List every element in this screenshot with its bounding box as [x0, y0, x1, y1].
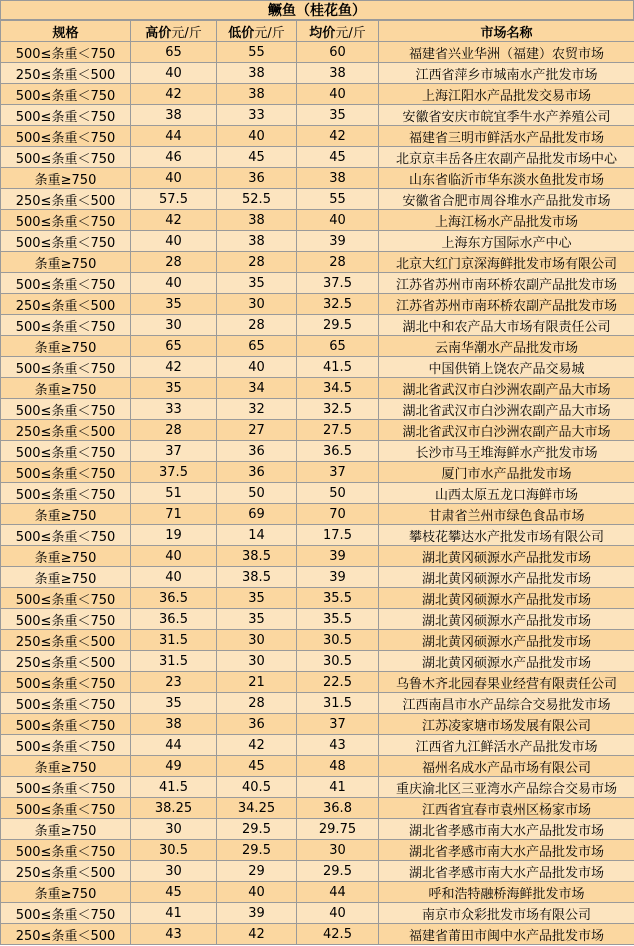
high-price-cell: 31.5 [131, 630, 217, 651]
avg-price-cell: 32.5 [297, 399, 379, 420]
spec-cell: 250≤条重＜500 [1, 294, 131, 315]
high-price-cell: 40 [131, 546, 217, 567]
high-price-cell: 49 [131, 756, 217, 777]
low-price-cell: 30 [217, 651, 297, 672]
high-price-cell: 37.5 [131, 462, 217, 483]
low-price-cell: 38 [217, 231, 297, 252]
high-price-cell: 44 [131, 126, 217, 147]
market-name-cell: 江苏省苏州市南环桥农副产品批发市场 [379, 273, 634, 294]
avg-price-cell: 35.5 [297, 588, 379, 609]
high-price-cell: 40 [131, 273, 217, 294]
avg-price-cell: 40 [297, 210, 379, 231]
table-row [1, 525, 634, 546]
avg-price-cell: 43 [297, 735, 379, 756]
spec-cell: 500≤条重＜750 [1, 315, 131, 336]
market-name-cell: 云南华潮水产品批发市场 [379, 336, 634, 357]
low-price-cell: 40 [217, 357, 297, 378]
low-price-cell: 32 [217, 399, 297, 420]
low-price-cell: 52.5 [217, 189, 297, 210]
header-avg-price [297, 21, 379, 42]
header-high-label: 高价 [145, 25, 172, 41]
market-name-cell: 中国供销上饶农产品交易城 [379, 357, 634, 378]
high-price-cell: 57.5 [131, 189, 217, 210]
avg-price-cell: 27.5 [297, 420, 379, 441]
table-row [1, 84, 634, 105]
table-row [1, 903, 634, 924]
avg-price-cell: 30.5 [297, 630, 379, 651]
avg-price-cell: 32.5 [297, 294, 379, 315]
table-row [1, 462, 634, 483]
avg-price-cell: 70 [297, 504, 379, 525]
low-price-cell: 38 [217, 84, 297, 105]
table-row [1, 693, 634, 714]
spec-cell: 500≤条重＜750 [1, 231, 131, 252]
low-price-cell: 38 [217, 210, 297, 231]
low-price-cell: 35 [217, 273, 297, 294]
header-high-price [131, 21, 217, 42]
low-price-cell: 39 [217, 903, 297, 924]
low-price-cell: 42 [217, 924, 297, 945]
table-body [1, 42, 634, 945]
table-row [1, 861, 634, 882]
avg-price-cell: 37.5 [297, 273, 379, 294]
table-row [1, 168, 634, 189]
spec-cell: 500≤条重＜750 [1, 147, 131, 168]
header-spec-label: 规格 [52, 25, 79, 41]
spec-cell: 500≤条重＜750 [1, 798, 131, 819]
high-price-cell: 36.5 [131, 609, 217, 630]
table-row [1, 483, 634, 504]
low-price-cell: 34.25 [217, 798, 297, 819]
market-name-cell: 湖北黄冈硕源水产品批发市场 [379, 567, 634, 588]
avg-price-cell: 28 [297, 252, 379, 273]
table-row [1, 42, 634, 63]
avg-price-cell: 29.75 [297, 819, 379, 840]
avg-price-cell: 36.5 [297, 441, 379, 462]
market-name-cell: 山东省临沂市华东淡水鱼批发市场 [379, 168, 634, 189]
low-price-cell: 28 [217, 252, 297, 273]
market-name-cell: 湖北省武汉市白沙洲农副产品大市场 [379, 399, 634, 420]
spec-cell: 500≤条重＜750 [1, 357, 131, 378]
high-price-cell: 30.5 [131, 840, 217, 861]
table-row [1, 63, 634, 84]
low-price-cell: 14 [217, 525, 297, 546]
market-name-cell: 山西太原五龙口海鲜市场 [379, 483, 634, 504]
header-low-label: 低价 [228, 25, 255, 41]
spec-cell: 500≤条重＜750 [1, 672, 131, 693]
spec-cell: 250≤条重＜500 [1, 63, 131, 84]
high-price-cell: 37 [131, 441, 217, 462]
market-name-cell: 湖北省武汉市白沙洲农副产品大市场 [379, 378, 634, 399]
high-price-cell: 38 [131, 105, 217, 126]
low-price-cell: 35 [217, 588, 297, 609]
market-name-cell: 江苏省苏州市南环桥农副产品批发市场 [379, 294, 634, 315]
avg-price-cell: 22.5 [297, 672, 379, 693]
spec-cell: 条重≥750 [1, 504, 131, 525]
header-market-name [379, 21, 634, 42]
table-row [1, 651, 634, 672]
spec-cell: 250≤条重＜500 [1, 924, 131, 945]
market-name-cell: 重庆渝北区三亚湾水产品综合交易市场 [379, 777, 634, 798]
low-price-cell: 33 [217, 105, 297, 126]
low-price-cell: 29 [217, 861, 297, 882]
high-price-cell: 40 [131, 63, 217, 84]
avg-price-cell: 39 [297, 546, 379, 567]
low-price-cell: 45 [217, 756, 297, 777]
table-row [1, 105, 634, 126]
avg-price-cell: 36.8 [297, 798, 379, 819]
high-price-cell: 28 [131, 420, 217, 441]
spec-cell: 500≤条重＜750 [1, 525, 131, 546]
spec-cell: 250≤条重＜500 [1, 189, 131, 210]
table-row [1, 357, 634, 378]
market-name-cell: 湖北中和农产品大市场有限责任公司 [379, 315, 634, 336]
high-price-cell: 35 [131, 294, 217, 315]
avg-price-cell: 35.5 [297, 609, 379, 630]
market-name-cell: 湖北黄冈硕源水产品批发市场 [379, 651, 634, 672]
market-name-cell: 江苏凌家塘市场发展有限公司 [379, 714, 634, 735]
avg-price-cell: 37 [297, 462, 379, 483]
market-name-cell: 上海东方国际水产中心 [379, 231, 634, 252]
table-row [1, 399, 634, 420]
table-row [1, 735, 634, 756]
market-name-cell: 南京市众彩批发市场有限公司 [379, 903, 634, 924]
market-name-cell: 北京京丰岳各庄农副产品批发市场中心 [379, 147, 634, 168]
spec-cell: 条重≥750 [1, 819, 131, 840]
high-price-cell: 44 [131, 735, 217, 756]
table-row [1, 378, 634, 399]
spec-cell: 500≤条重＜750 [1, 609, 131, 630]
table-row [1, 504, 634, 525]
sheet-title: 鳜鱼（桂花鱼） [0, 0, 634, 20]
table-row [1, 210, 634, 231]
high-price-cell: 43 [131, 924, 217, 945]
spec-cell: 500≤条重＜750 [1, 840, 131, 861]
high-price-cell: 38 [131, 714, 217, 735]
table-row [1, 882, 634, 903]
spec-cell: 500≤条重＜750 [1, 105, 131, 126]
header-market-label: 市场名称 [480, 25, 533, 41]
low-price-cell: 65 [217, 336, 297, 357]
market-name-cell: 乌鲁木齐北园春果业经营有限责任公司 [379, 672, 634, 693]
market-name-cell: 安徽省合肥市周谷堆水产品批发市场 [379, 189, 634, 210]
spec-cell: 条重≥750 [1, 882, 131, 903]
avg-price-cell: 44 [297, 882, 379, 903]
spec-cell: 500≤条重＜750 [1, 42, 131, 63]
avg-price-cell: 30 [297, 840, 379, 861]
avg-price-cell: 40 [297, 84, 379, 105]
high-price-cell: 30 [131, 861, 217, 882]
table-row [1, 714, 634, 735]
high-price-cell: 40 [131, 567, 217, 588]
table-row [1, 819, 634, 840]
avg-price-cell: 50 [297, 483, 379, 504]
market-name-cell: 长沙市马王堆海鲜水产批发市场 [379, 441, 634, 462]
market-name-cell: 湖北黄冈硕源水产品批发市场 [379, 630, 634, 651]
avg-price-cell: 38 [297, 63, 379, 84]
spec-cell: 250≤条重＜500 [1, 420, 131, 441]
spec-cell: 条重≥750 [1, 378, 131, 399]
high-price-cell: 40 [131, 168, 217, 189]
avg-price-cell: 29.5 [297, 315, 379, 336]
market-name-cell: 上海江杨水产品批发市场 [379, 210, 634, 231]
market-name-cell: 江西南昌市水产品综合交易批发市场 [379, 693, 634, 714]
market-name-cell: 呼和浩特融桥海鲜批发市场 [379, 882, 634, 903]
high-price-cell: 35 [131, 378, 217, 399]
market-name-cell: 福建省三明市鲜活水产品批发市场 [379, 126, 634, 147]
spec-cell: 500≤条重＜750 [1, 84, 131, 105]
market-name-cell: 湖北黄冈硕源水产品批发市场 [379, 609, 634, 630]
avg-price-cell: 35 [297, 105, 379, 126]
market-name-cell: 江西省宜春市袁州区杨家市场 [379, 798, 634, 819]
table-row [1, 441, 634, 462]
avg-price-cell: 42 [297, 126, 379, 147]
market-name-cell: 江西省九江鲜活水产品批发市场 [379, 735, 634, 756]
market-name-cell: 湖北省孝感市南大水产品批发市场 [379, 861, 634, 882]
market-name-cell: 湖北省孝感市南大水产品批发市场 [379, 819, 634, 840]
table-row [1, 273, 634, 294]
high-price-cell: 41.5 [131, 777, 217, 798]
low-price-cell: 50 [217, 483, 297, 504]
high-price-cell: 31.5 [131, 651, 217, 672]
spec-cell: 500≤条重＜750 [1, 126, 131, 147]
high-price-cell: 23 [131, 672, 217, 693]
low-price-cell: 69 [217, 504, 297, 525]
market-name-cell: 湖北黄冈硕源水产品批发市场 [379, 588, 634, 609]
low-price-cell: 55 [217, 42, 297, 63]
avg-price-cell: 55 [297, 189, 379, 210]
table-row [1, 147, 634, 168]
low-price-cell: 40.5 [217, 777, 297, 798]
spec-cell: 500≤条重＜750 [1, 399, 131, 420]
high-price-cell: 51 [131, 483, 217, 504]
avg-price-cell: 31.5 [297, 693, 379, 714]
low-price-cell: 36 [217, 168, 297, 189]
spec-cell: 500≤条重＜750 [1, 210, 131, 231]
market-name-cell: 攀枝花攀达水产批发市场有限公司 [379, 525, 634, 546]
spec-cell: 条重≥750 [1, 567, 131, 588]
spec-cell: 250≤条重＜500 [1, 630, 131, 651]
low-price-cell: 45 [217, 147, 297, 168]
high-price-cell: 33 [131, 399, 217, 420]
header-avg-unit: 元/斤 [335, 25, 366, 41]
avg-price-cell: 29.5 [297, 861, 379, 882]
avg-price-cell: 42.5 [297, 924, 379, 945]
high-price-cell: 38.25 [131, 798, 217, 819]
high-price-cell: 71 [131, 504, 217, 525]
high-price-cell: 40 [131, 231, 217, 252]
table-row [1, 294, 634, 315]
low-price-cell: 36 [217, 462, 297, 483]
table-row [1, 672, 634, 693]
low-price-cell: 40 [217, 882, 297, 903]
table-row [1, 567, 634, 588]
table-row [1, 777, 634, 798]
low-price-cell: 42 [217, 735, 297, 756]
market-name-cell: 福州名成水产品市场有限公司 [379, 756, 634, 777]
high-price-cell: 41 [131, 903, 217, 924]
table-row [1, 798, 634, 819]
market-name-cell: 上海江阳水产品批发交易市场 [379, 84, 634, 105]
avg-price-cell: 34.5 [297, 378, 379, 399]
avg-price-cell: 40 [297, 903, 379, 924]
header-low-price [217, 21, 297, 42]
header-high-unit: 元/斤 [171, 25, 202, 41]
high-price-cell: 42 [131, 210, 217, 231]
spec-cell: 500≤条重＜750 [1, 483, 131, 504]
spec-cell: 500≤条重＜750 [1, 903, 131, 924]
table-row [1, 924, 634, 945]
market-name-cell: 江西省萍乡市城南水产批发市场 [379, 63, 634, 84]
spec-cell: 条重≥750 [1, 168, 131, 189]
table-row [1, 546, 634, 567]
table-row [1, 126, 634, 147]
avg-price-cell: 48 [297, 756, 379, 777]
low-price-cell: 38.5 [217, 567, 297, 588]
table-row [1, 588, 634, 609]
spec-cell: 250≤条重＜500 [1, 651, 131, 672]
market-name-cell: 福建省莆田市闽中水产品批发市场 [379, 924, 634, 945]
table-row [1, 630, 634, 651]
low-price-cell: 28 [217, 315, 297, 336]
high-price-cell: 65 [131, 336, 217, 357]
high-price-cell: 42 [131, 357, 217, 378]
header-spec [1, 21, 131, 42]
table-row [1, 336, 634, 357]
low-price-cell: 38 [217, 63, 297, 84]
spec-cell: 条重≥750 [1, 756, 131, 777]
avg-price-cell: 60 [297, 42, 379, 63]
market-name-cell: 湖北黄冈硕源水产品批发市场 [379, 546, 634, 567]
table-row [1, 189, 634, 210]
low-price-cell: 40 [217, 126, 297, 147]
avg-price-cell: 30.5 [297, 651, 379, 672]
avg-price-cell: 17.5 [297, 525, 379, 546]
avg-price-cell: 39 [297, 567, 379, 588]
table-row [1, 231, 634, 252]
avg-price-cell: 38 [297, 168, 379, 189]
avg-price-cell: 65 [297, 336, 379, 357]
high-price-cell: 65 [131, 42, 217, 63]
avg-price-cell: 41.5 [297, 357, 379, 378]
header-low-unit: 元/斤 [254, 25, 285, 41]
spec-cell: 500≤条重＜750 [1, 441, 131, 462]
spec-cell: 500≤条重＜750 [1, 714, 131, 735]
high-price-cell: 35 [131, 693, 217, 714]
market-name-cell: 甘肃省兰州市绿色食品市场 [379, 504, 634, 525]
header-row [1, 21, 634, 42]
high-price-cell: 45 [131, 882, 217, 903]
low-price-cell: 34 [217, 378, 297, 399]
spec-cell: 条重≥750 [1, 336, 131, 357]
low-price-cell: 30 [217, 294, 297, 315]
table-row [1, 609, 634, 630]
table-row [1, 315, 634, 336]
spec-cell: 条重≥750 [1, 546, 131, 567]
spec-cell: 500≤条重＜750 [1, 693, 131, 714]
market-name-cell: 湖北省武汉市白沙洲农副产品大市场 [379, 420, 634, 441]
market-name-cell: 安徽省安庆市皖宜季牛水产养殖公司 [379, 105, 634, 126]
spec-cell: 条重≥750 [1, 252, 131, 273]
spec-cell: 500≤条重＜750 [1, 588, 131, 609]
avg-price-cell: 45 [297, 147, 379, 168]
table-row [1, 420, 634, 441]
table-row [1, 840, 634, 861]
high-price-cell: 28 [131, 252, 217, 273]
spec-cell: 500≤条重＜750 [1, 735, 131, 756]
market-name-cell: 北京大红门京深海鲜批发市场有限公司 [379, 252, 634, 273]
high-price-cell: 30 [131, 819, 217, 840]
spec-cell: 250≤条重＜500 [1, 861, 131, 882]
avg-price-cell: 41 [297, 777, 379, 798]
market-name-cell: 湖北省孝感市南大水产品批发市场 [379, 840, 634, 861]
low-price-cell: 36 [217, 441, 297, 462]
low-price-cell: 27 [217, 420, 297, 441]
low-price-cell: 28 [217, 693, 297, 714]
high-price-cell: 19 [131, 525, 217, 546]
high-price-cell: 42 [131, 84, 217, 105]
low-price-cell: 29.5 [217, 840, 297, 861]
high-price-cell: 30 [131, 315, 217, 336]
market-name-cell: 福建省兴业华洲（福建）农贸市场 [379, 42, 634, 63]
low-price-cell: 36 [217, 714, 297, 735]
avg-price-cell: 37 [297, 714, 379, 735]
low-price-cell: 21 [217, 672, 297, 693]
low-price-cell: 30 [217, 630, 297, 651]
low-price-cell: 35 [217, 609, 297, 630]
high-price-cell: 46 [131, 147, 217, 168]
table-row [1, 252, 634, 273]
spec-cell: 500≤条重＜750 [1, 273, 131, 294]
price-table [0, 20, 634, 945]
low-price-cell: 29.5 [217, 819, 297, 840]
header-avg-label: 均价 [309, 25, 336, 41]
low-price-cell: 38.5 [217, 546, 297, 567]
high-price-cell: 36.5 [131, 588, 217, 609]
avg-price-cell: 39 [297, 231, 379, 252]
spec-cell: 500≤条重＜750 [1, 462, 131, 483]
market-name-cell: 厦门市水产品批发市场 [379, 462, 634, 483]
table-row [1, 756, 634, 777]
spec-cell: 500≤条重＜750 [1, 777, 131, 798]
